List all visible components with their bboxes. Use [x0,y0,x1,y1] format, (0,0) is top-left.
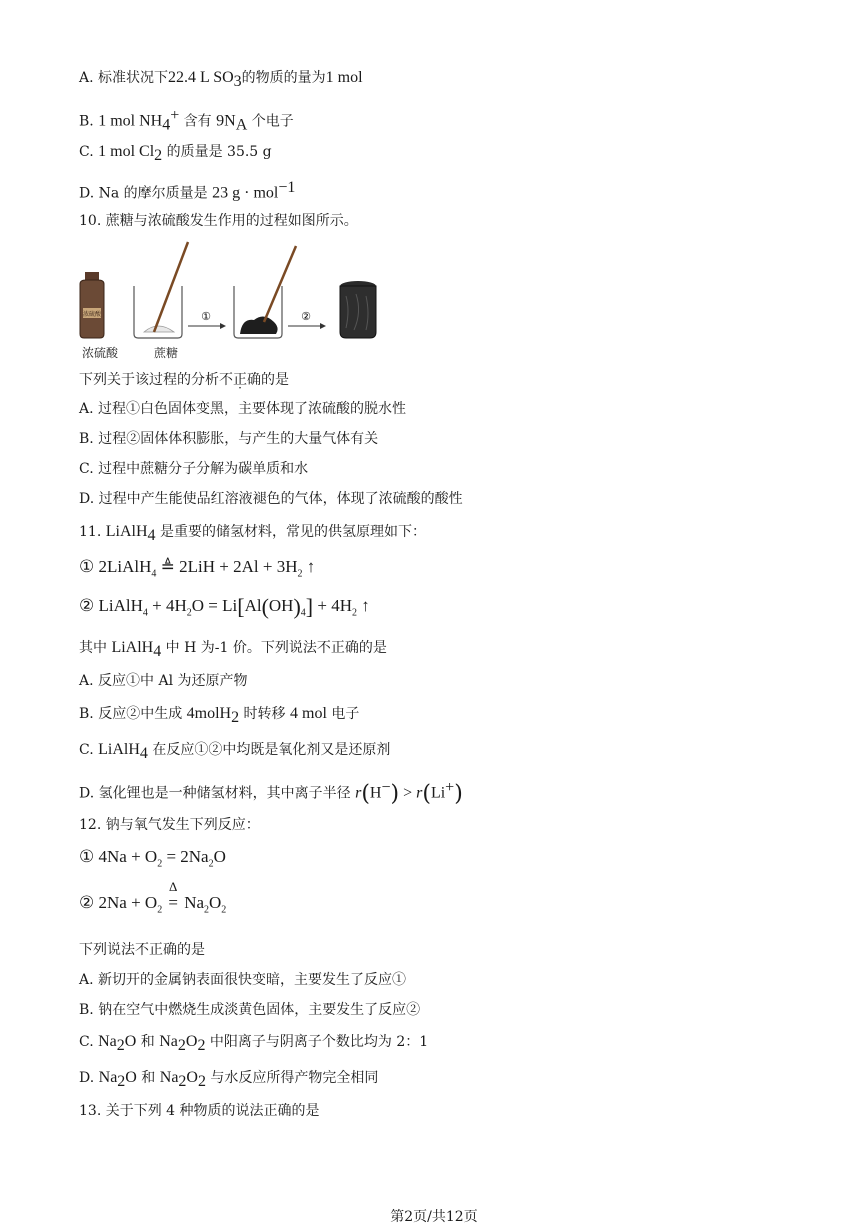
q12-d-f2: Na [159,1069,179,1086]
q9-a-formula: 22.4 L SO [168,69,234,86]
q11-b-end: 电子 [326,706,360,722]
q12-r2-circ: ② [79,893,99,912]
q11-r2-end: + 4H [313,596,352,615]
q11-c-post: 在反应①②中均既是氧化剂又是还原剂 [147,742,391,758]
q12-stem: 12. 钠与氧气发生下列反应： [79,817,260,833]
q12-d-o1: O [125,1069,137,1086]
q12-reaction2 [79,879,227,920]
q12-c-post: 中阳离子与阴离子个数比均为 2：1 [205,1034,429,1050]
q12-r1-circ: ① [79,847,99,866]
q11-b-formula: 4molH [186,705,232,722]
q11-r2-sub: 4 [142,607,148,619]
q12-r2-o: O [209,893,222,912]
beaker-sugar-icon [134,242,188,338]
q11-option-a: A. 反应①中 Al 为还原产物 [79,673,248,689]
q11-d-pre: D. 氢化锂也是一种储氢材料，其中离子半径 [79,785,356,802]
q11-r2-ohsub: 4 [300,607,306,619]
q11-r2-al: Al [244,596,262,615]
q9-d-formula: 23 g · mol [212,184,279,202]
q9-b-end: 个电子 [247,113,294,130]
q12-d-s3: 2 [197,1072,206,1090]
q9-b-num: 9N [216,112,236,130]
q11-d-h: H [369,784,382,802]
q12-option-a: A. 新切开的金属钠表面很快变暗，主要发生了反应① [79,972,407,988]
acid-bottle-icon [80,272,104,338]
q12-c-f2: Na [159,1033,178,1050]
q11-r1-up: ↑ [302,557,316,576]
q11-r2-lhs: LiAlH [98,596,143,615]
q12-r2-lhs: 2Na + O [98,893,158,912]
q11-sub: 4 [147,526,156,544]
q9-option-c [79,142,272,166]
q12-r2-delta: Δ [169,879,178,894]
q9-b-sub: 4 [162,116,171,134]
q12-d-post: 与水反应所得产物完全相同 [205,1070,379,1086]
arrow-step1-icon [188,310,226,329]
q11-note-post: 中 H 为-1 价。下列说法不正确的是 [161,640,387,656]
q12-c-pre: C. [79,1034,99,1050]
q12-d-s1: 2 [117,1072,126,1090]
q11-c-formula: LiAlH [98,741,140,758]
q9-a-end: 的物质的量为 [241,70,326,86]
q12-c-s2: 2 [177,1036,186,1054]
q11-reaction1 [79,557,315,584]
page-footer: 第2页/共12页 [390,1209,478,1225]
q11-d-gt: > [399,784,417,802]
q11-reaction2: ② LiAlH$_4$ + $4H_2O = Li[Al(OH)_4] + 4H_2$ ↑ [79,594,370,619]
q12-c-f1: Na [98,1033,117,1050]
label-conc-acid: 浓硫酸 [82,346,119,360]
q12-option-d [79,1068,378,1092]
q12-d-s2: 2 [178,1072,187,1090]
q12-c-and: 和 [136,1034,160,1050]
step2-label: ② [301,310,311,323]
q11-note-formula: LiAlH [111,639,154,656]
q12-c-s1: 2 [116,1036,125,1054]
q10-option-d: D. 过程中产生能使品红溶液褪色的气体，体现了浓硫酸的酸性 [79,491,463,507]
q11-c-sub: 4 [139,744,148,762]
sugar-experiment-illustration [74,240,394,360]
q10-question-pre: 下列关于该过程的分析 [79,372,219,388]
q11-b-pre: B. 反应②中生成 [79,706,187,722]
q11-rest: 是重要的储氢材料，常见的供氢原理如下： [155,524,426,540]
q12-r2-rsub: 2 [204,904,210,916]
q11-r1-rhs: 2LiH + 2Al + 3H [179,557,298,576]
q12-d-and: 和 [136,1070,160,1086]
q12-c-o2: O [185,1033,198,1050]
q10-question-not: 不正确 [219,372,261,388]
q11-note-sub: 4 [153,642,162,660]
label-sugar: 蔗糖 [154,346,179,360]
q11-r1-arrow: ≜ [156,557,180,576]
q11-option-d: D. 氢化锂也是一种储氢材料，其中离子半径 r(H−) > r(Li+) [79,779,463,807]
q11-d-r1: r [355,784,362,802]
q12-r1-eq: = 2Na [162,847,209,866]
q9-b-sup: + [170,107,180,124]
q9-option-a [79,68,363,92]
q9-option-d [79,178,295,204]
q11-r2-endsub: 2 [352,607,357,619]
q12-question: 下列说法不正确的是 [79,942,205,958]
q11-r1-rhs-sub: 2 [297,568,303,580]
q9-d-text: D. Na 的摩尔质量是 [79,185,213,202]
q11-r2-circ: ② [79,596,99,615]
q11-r2-sub2: 2 [186,607,192,619]
q9-c-text: C. [79,144,99,160]
q9-c-sub: 2 [154,146,163,164]
q11-note-pre: 其中 [79,640,112,656]
beaker-black-solid-icon [234,246,296,338]
q11-stem [79,522,426,546]
q9-option-b [79,106,294,135]
q12-option-b: B. 钠在空气中燃烧生成淡黄色固体，主要发生了反应② [79,1002,421,1018]
q11-r2-eq: O = Li [191,596,238,615]
q11-r1-sub: 4 [151,568,157,580]
q11-r2-plus: + 4H [147,596,187,615]
q9-a-sub: 3 [233,72,242,90]
step1-label: ① [201,310,211,323]
q11-b-sub: 2 [231,708,240,726]
q12-r2-eq: = [168,893,178,912]
q12-r2-sub: 2 [157,904,163,916]
q11-r1-circ: ① [79,557,99,576]
q9-c-formula: 1 mol Cl [98,143,155,160]
q12-reaction1 [79,847,226,874]
q12-r2-osub: 2 [221,904,227,916]
q12-r1-sub2: 2 [208,858,214,870]
q12-c-o1: O [124,1033,137,1050]
q10-question [79,370,289,390]
q11-note [79,638,387,662]
q11-option-c [79,740,390,764]
q11-num: 11. [79,524,106,540]
q11-b-val: 4 mol [290,705,327,722]
q9-d-sup: −1 [278,179,296,196]
q11-option-b [79,704,359,728]
q9-c-end: 的质量是 35.5 g [162,144,272,160]
q11-d-hsup: − [381,779,391,796]
q11-d-li: Li [430,784,446,802]
q10-option-a: A. 过程①白色固体变黑，主要体现了浓硫酸的脱水性 [79,401,407,417]
q10-stem: 10. 蔗糖与浓硫酸发生作用的过程如图所示。 [79,213,358,229]
q12-r1-end: O [213,847,226,866]
q12-d-pre: D. [79,1070,99,1086]
q11-c-pre: C. [79,742,99,758]
q11-r2-oh: OH [268,596,294,615]
q12-option-c [79,1032,428,1056]
q10-option-c: C. 过程中蔗糖分子分解为碳单质和水 [79,461,309,477]
q12-d-o2: O [186,1069,198,1086]
q11-d-r2: r [416,784,423,802]
q9-b-nsub: A [235,116,248,134]
q11-formula: LiAlH [105,523,148,540]
q13-stem: 13. 关于下列 4 种物质的说法正确的是 [79,1103,320,1119]
q11-b-post: 时转移 [239,706,290,722]
q9-b-text: B. [79,113,99,130]
q12-d-f1: Na [98,1069,118,1086]
q10-question-post: 的是 [261,372,289,388]
q9-a-text: A. 标准状况下 [79,70,169,86]
q12-r1-sub: 2 [157,858,163,870]
q11-r1-lhs: 2LiAlH [98,557,152,576]
q11-d-lisup: + [445,779,455,796]
bottle-label: 浓硫酸 [82,311,102,318]
q9-a-num: 1 mol [325,69,363,86]
q9-b-mid: 含有 [179,113,217,130]
q11-r2-up: ↑ [357,596,370,615]
q12-r2-rhs: Na [184,893,205,912]
expanded-carbon-icon [340,281,376,338]
q10-figure [74,240,394,360]
q12-c-s3: 2 [197,1036,206,1054]
arrow-step2-icon [288,310,326,329]
q12-r1-lhs: 4Na + O [98,847,158,866]
q10-option-b: B. 过程②固体体积膨胀，与产生的大量气体有关 [79,431,379,447]
q9-b-formula: 1 mol NH [98,112,163,130]
